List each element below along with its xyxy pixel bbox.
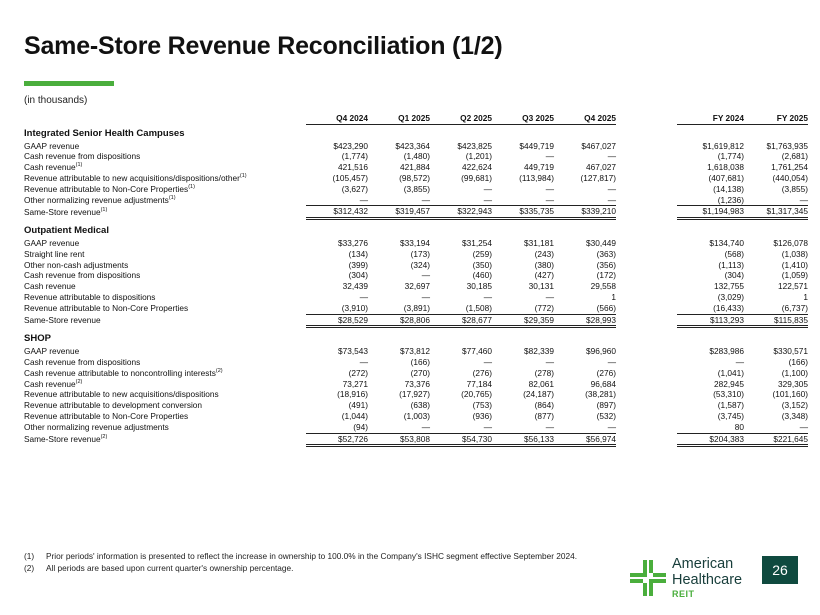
value-cell: (105,457) — [332, 172, 368, 183]
row-label — [24, 151, 306, 162]
value-cell: $339,210 — [554, 206, 616, 219]
row-label — [24, 173, 306, 184]
value-cell: $319,457 — [368, 206, 430, 219]
value-cell: $30,449 — [586, 237, 616, 248]
value-cell: — — [545, 291, 554, 302]
row-label — [24, 206, 306, 219]
table-row — [24, 411, 808, 422]
value-cell: (38,281) — [585, 389, 616, 400]
value-cell: (6,737) — [781, 302, 808, 313]
value-cell: $134,740 — [709, 237, 744, 248]
section-header-row — [24, 219, 808, 238]
row-label — [24, 314, 306, 327]
value-cell: (1,587) — [717, 400, 744, 411]
table-row — [24, 368, 808, 379]
value-cell: (753) — [472, 400, 492, 411]
value-cell: (3,152) — [781, 400, 808, 411]
value-cell: (166) — [410, 356, 430, 367]
row-label — [24, 238, 306, 249]
value-cell: $1,317,345 — [744, 206, 808, 219]
row-label-text: GAAP revenue — [24, 346, 80, 357]
value-cell: (94) — [353, 421, 368, 432]
table-body — [24, 124, 808, 446]
value-cell: (270) — [410, 367, 430, 378]
value-cell: $28,806 — [368, 314, 430, 327]
value-cell: $31,254 — [462, 237, 492, 248]
row-label-text: Cash revenue from dispositions — [24, 270, 141, 281]
value-cell: (99,681) — [461, 172, 492, 183]
value-cell: $52,726 — [306, 433, 368, 446]
value-cell: — — [359, 194, 368, 205]
value-cell: $73,812 — [400, 346, 430, 357]
value-cell: (166) — [788, 356, 808, 367]
value-cell: — — [421, 291, 430, 302]
table-row — [24, 249, 808, 260]
value-cell: 77,184 — [466, 378, 492, 389]
value-cell: (3,029) — [717, 291, 744, 302]
value-cell: (440,054) — [772, 172, 808, 183]
footnotes — [24, 551, 577, 574]
value-cell: 467,027 — [586, 162, 616, 173]
row-label — [24, 270, 306, 281]
value-cell: (1,113) — [718, 259, 744, 270]
value-cell: 1,618,038 — [707, 162, 744, 173]
value-cell: 1,761,254 — [771, 162, 808, 173]
row-label — [24, 422, 306, 433]
table-row — [24, 238, 808, 249]
row-label-text: Same-Store revenue — [24, 315, 101, 326]
section-title: SHOP — [24, 333, 51, 345]
value-cell: — — [483, 356, 492, 367]
row-label-text: Other non-cash adjustments — [24, 259, 129, 270]
value-cell: (407,681) — [708, 172, 744, 183]
row-label — [24, 368, 306, 379]
value-cell: (3,745) — [717, 410, 744, 421]
value-cell: (24,187) — [523, 389, 554, 400]
row-label-text: Cash revenue from dispositions — [24, 151, 141, 162]
value-cell: — — [607, 421, 616, 432]
row-label — [24, 379, 306, 390]
value-cell: $33,194 — [400, 237, 430, 248]
value-cell: — — [545, 356, 554, 367]
value-cell: (532) — [596, 410, 616, 421]
table-row — [24, 206, 808, 219]
logo-text-line2: Healthcare — [672, 572, 743, 588]
column-header-row — [24, 113, 808, 124]
units-note: (in thousands) — [24, 95, 88, 106]
value-cell: $322,943 — [430, 206, 492, 219]
logo-text-line1: American — [672, 556, 734, 572]
value-cell: 32,439 — [342, 281, 368, 292]
value-cell: 32,697 — [404, 281, 430, 292]
row-label — [24, 433, 306, 446]
value-cell: 82,061 — [528, 378, 554, 389]
row-label — [24, 303, 306, 314]
value-cell: $33,276 — [338, 237, 368, 248]
value-cell: (259) — [472, 248, 492, 259]
value-cell: $28,677 — [430, 314, 492, 327]
value-cell: $423,364 — [395, 140, 430, 151]
value-cell: $53,808 — [368, 433, 430, 446]
row-label-text: Same-Store revenue — [24, 206, 101, 217]
value-cell: (20,765) — [461, 389, 492, 400]
value-cell: $330,571 — [773, 346, 808, 357]
table-row — [24, 303, 808, 314]
value-cell: $312,432 — [306, 206, 368, 219]
row-label — [24, 260, 306, 271]
value-cell: $1,763,935 — [766, 140, 808, 151]
value-cell: (1,003) — [403, 410, 430, 421]
value-cell: (427) — [534, 270, 554, 281]
footnote-reference: (1) — [168, 195, 176, 202]
value-cell: 421,884 — [400, 162, 430, 173]
row-label-text: Revenue attributable to new acquisitions/dispositions — [24, 389, 219, 400]
value-cell: 80 — [734, 421, 744, 432]
value-cell: (936) — [472, 410, 492, 421]
value-cell: (1,044) — [341, 410, 368, 421]
row-label-text: Cash revenue — [24, 281, 76, 292]
row-label — [24, 195, 306, 206]
value-cell: (350) — [472, 259, 492, 270]
row-label-text: GAAP revenue — [24, 237, 80, 248]
page-title: Same-Store Revenue Reconciliation (1/2) — [24, 32, 503, 60]
value-cell: (272) — [348, 367, 368, 378]
row-label — [24, 346, 306, 357]
value-cell: — — [359, 356, 368, 367]
cross-logo-icon — [630, 560, 666, 596]
value-cell: — — [421, 421, 430, 432]
value-cell: — — [483, 183, 492, 194]
value-cell: (172) — [596, 270, 616, 281]
table-row — [24, 281, 808, 292]
value-cell: (3,855) — [403, 183, 430, 194]
value-cell: $96,960 — [586, 346, 616, 357]
value-cell: (324) — [410, 259, 430, 270]
footnote-reference: (1) — [75, 162, 83, 169]
row-label — [24, 357, 306, 368]
row-label — [24, 389, 306, 400]
value-cell: — — [359, 291, 368, 302]
table-row — [24, 162, 808, 173]
value-cell: (897) — [596, 400, 616, 411]
table-row — [24, 389, 808, 400]
row-label — [24, 411, 306, 422]
value-cell: (18,916) — [337, 389, 368, 400]
value-cell: (3,348) — [781, 410, 808, 421]
row-label-text: Cash revenue attributable to noncontrolling interests — [24, 367, 216, 378]
value-cell: (1,100) — [781, 367, 808, 378]
footnote-mark: (1) — [24, 551, 35, 561]
value-cell: — — [799, 421, 808, 432]
section-title: Outpatient Medical — [24, 225, 109, 237]
value-cell: $54,730 — [430, 433, 492, 446]
value-cell: $204,383 — [677, 433, 744, 446]
value-cell: (3,891) — [403, 302, 430, 313]
value-cell: (1,236) — [717, 194, 744, 205]
column-header: Q3 2025 — [492, 113, 554, 124]
footnote — [24, 551, 577, 563]
section-header-row — [24, 327, 808, 346]
footnote-reference: (2) — [215, 367, 223, 374]
value-cell: — — [799, 194, 808, 205]
value-cell: (276) — [596, 367, 616, 378]
value-cell: (864) — [534, 400, 554, 411]
value-cell: 449,719 — [524, 162, 554, 173]
value-cell: (1,038) — [781, 248, 808, 259]
value-cell: (16,433) — [713, 302, 744, 313]
value-cell: 421,516 — [338, 162, 368, 173]
value-cell: (243) — [534, 248, 554, 259]
value-cell: (491) — [348, 400, 368, 411]
table-row — [24, 292, 808, 303]
value-cell: $335,735 — [492, 206, 554, 219]
value-cell: (98,572) — [399, 172, 430, 183]
value-cell: $28,993 — [554, 314, 616, 327]
value-cell: — — [607, 194, 616, 205]
value-cell: 282,945 — [714, 378, 744, 389]
value-cell: (380) — [534, 259, 554, 270]
value-cell: — — [483, 194, 492, 205]
value-cell: (53,310) — [713, 389, 744, 400]
column-header: FY 2024 — [677, 113, 744, 124]
value-cell: (566) — [596, 302, 616, 313]
value-cell: (363) — [596, 248, 616, 259]
reconciliation-table — [24, 113, 808, 447]
row-label-text: Revenue attributable to dispositions — [24, 291, 156, 302]
row-label-text: Revenue attributable to Non-Core Properties — [24, 303, 189, 313]
table-row — [24, 422, 808, 433]
section-header-row — [24, 124, 808, 140]
value-cell: (460) — [472, 270, 492, 281]
value-cell: — — [421, 194, 430, 205]
row-label-text: Straight line rent — [24, 248, 85, 259]
row-label — [24, 141, 306, 152]
value-cell: — — [421, 270, 430, 281]
table-row — [24, 270, 808, 281]
table-row — [24, 173, 808, 184]
table-row — [24, 195, 808, 206]
value-cell: 132,755 — [714, 281, 744, 292]
value-cell: 73,271 — [342, 378, 368, 389]
row-label-text: Revenue attributable to new acquisitions/dispositions/other — [24, 172, 240, 183]
value-cell: — — [545, 183, 554, 194]
table-row — [24, 400, 808, 411]
value-cell: 30,185 — [466, 281, 492, 292]
value-cell: $423,825 — [457, 140, 492, 151]
footnote-reference: (2) — [100, 434, 108, 441]
row-label — [24, 184, 306, 195]
row-label-text: Revenue attributable to development conversion — [24, 400, 203, 411]
value-cell: (276) — [472, 367, 492, 378]
value-cell: $73,543 — [338, 346, 368, 357]
value-cell: (14,138) — [713, 183, 744, 194]
footnote-reference: (2) — [75, 378, 83, 385]
value-cell: (1,774) — [341, 151, 368, 162]
column-header: Q4 2025 — [554, 113, 616, 124]
row-label — [24, 400, 306, 411]
value-cell: 329,305 — [778, 378, 808, 389]
value-cell: (399) — [348, 259, 368, 270]
row-label-text: Cash revenue from dispositions — [24, 356, 141, 367]
value-cell: (772) — [534, 302, 554, 313]
value-cell: $31,181 — [524, 237, 554, 248]
value-cell: (638) — [410, 400, 430, 411]
value-cell: $115,835 — [744, 314, 808, 327]
value-cell: (17,927) — [399, 389, 430, 400]
footnote-reference: (1) — [100, 207, 108, 214]
row-label-text: Revenue attributable to Non-Core Properties — [24, 183, 189, 194]
value-cell: $56,133 — [492, 433, 554, 446]
column-header: Q4 2024 — [306, 113, 368, 124]
value-cell: (278) — [534, 367, 554, 378]
value-cell: (3,855) — [781, 183, 808, 194]
row-label-text: GAAP revenue — [24, 140, 80, 151]
table-row — [24, 314, 808, 327]
page-number: 26 — [762, 556, 798, 584]
row-label-text: Cash revenue — [24, 162, 76, 173]
row-label — [24, 292, 306, 303]
row-label-text: Other normalizing revenue adjustments — [24, 421, 169, 432]
value-cell: (173) — [410, 248, 430, 259]
table-row — [24, 260, 808, 271]
value-cell: (356) — [596, 259, 616, 270]
value-cell: (304) — [348, 270, 368, 281]
value-cell: 30,131 — [528, 281, 554, 292]
value-cell: 1 — [611, 291, 616, 302]
row-label-text: Same-Store revenue — [24, 434, 101, 445]
value-cell: — — [607, 356, 616, 367]
value-cell: — — [735, 356, 744, 367]
value-cell: — — [545, 194, 554, 205]
table-row — [24, 379, 808, 390]
value-cell: $82,339 — [524, 346, 554, 357]
value-cell: (1,774) — [717, 151, 744, 162]
value-cell: (101,160) — [772, 389, 808, 400]
value-cell: (1,059) — [781, 270, 808, 281]
column-header: Q2 2025 — [430, 113, 492, 124]
row-label-text: Revenue attributable to Non-Core Properties — [24, 410, 189, 421]
footnote-text: All periods are based upon current quarter's ownership percentage. — [46, 562, 294, 573]
value-cell: — — [607, 151, 616, 162]
company-logo — [630, 556, 742, 599]
value-cell: — — [545, 421, 554, 432]
value-cell: (1,508) — [465, 302, 492, 313]
footnote-reference: (1) — [188, 184, 195, 191]
row-label — [24, 281, 306, 292]
value-cell: (877) — [534, 410, 554, 421]
row-label-text: Other normalizing revenue adjustments — [24, 194, 169, 205]
value-cell: (127,817) — [580, 172, 616, 183]
section-title: Integrated Senior Health Campuses — [24, 127, 185, 139]
value-cell: $1,619,812 — [702, 140, 744, 151]
column-header: Q1 2025 — [368, 113, 430, 124]
value-cell: (1,201) — [465, 151, 492, 162]
row-label — [24, 162, 306, 173]
footnote-mark: (2) — [24, 562, 35, 573]
value-cell: (113,984) — [519, 172, 554, 183]
logo-text-line3: REIT — [672, 589, 695, 599]
value-cell: 29,558 — [590, 281, 616, 292]
value-cell: $77,460 — [462, 346, 492, 357]
table-row — [24, 141, 808, 152]
column-header: FY 2025 — [744, 113, 808, 124]
value-cell: $449,719 — [519, 140, 554, 151]
value-cell: — — [483, 421, 492, 432]
value-cell: $126,078 — [773, 237, 808, 248]
value-cell: $1,194,983 — [677, 206, 744, 219]
table-row — [24, 433, 808, 446]
table-row — [24, 346, 808, 357]
row-label-text: Cash revenue — [24, 378, 76, 389]
value-cell: (3,910) — [341, 302, 368, 313]
value-cell: $467,027 — [581, 140, 616, 151]
value-cell: (2,681) — [781, 151, 808, 162]
value-cell: 73,376 — [404, 378, 430, 389]
table-row — [24, 151, 808, 162]
table-row — [24, 357, 808, 368]
value-cell: $113,293 — [677, 314, 744, 327]
row-label — [24, 249, 306, 260]
value-cell: (304) — [724, 270, 744, 281]
footnote-reference: (1) — [239, 173, 247, 180]
value-cell: 422,624 — [462, 162, 492, 173]
footnote-text: Prior periods' information is presented to reflect the increase in ownership to 100.0% in the Company's ISHC segment effective September 2024. — [46, 551, 578, 561]
value-cell: $28,529 — [306, 314, 368, 327]
value-cell: (3,627) — [341, 183, 368, 194]
value-cell: (568) — [724, 248, 744, 259]
value-cell: 1 — [803, 291, 808, 302]
title-accent-bar — [24, 81, 114, 86]
value-cell: (1,480) — [403, 151, 430, 162]
value-cell: $29,359 — [492, 314, 554, 327]
value-cell: (1,041) — [717, 367, 744, 378]
value-cell: — — [545, 151, 554, 162]
value-cell: 96,684 — [590, 378, 616, 389]
footnote — [24, 563, 577, 575]
table-row — [24, 184, 808, 195]
value-cell: $423,290 — [333, 140, 368, 151]
value-cell: (1,410) — [781, 259, 808, 270]
value-cell: 122,571 — [778, 281, 808, 292]
value-cell: — — [483, 291, 492, 302]
value-cell: $56,974 — [554, 433, 616, 446]
value-cell: $221,645 — [744, 433, 808, 446]
value-cell: (134) — [348, 248, 368, 259]
value-cell: — — [607, 183, 616, 194]
value-cell: $283,986 — [709, 346, 744, 357]
